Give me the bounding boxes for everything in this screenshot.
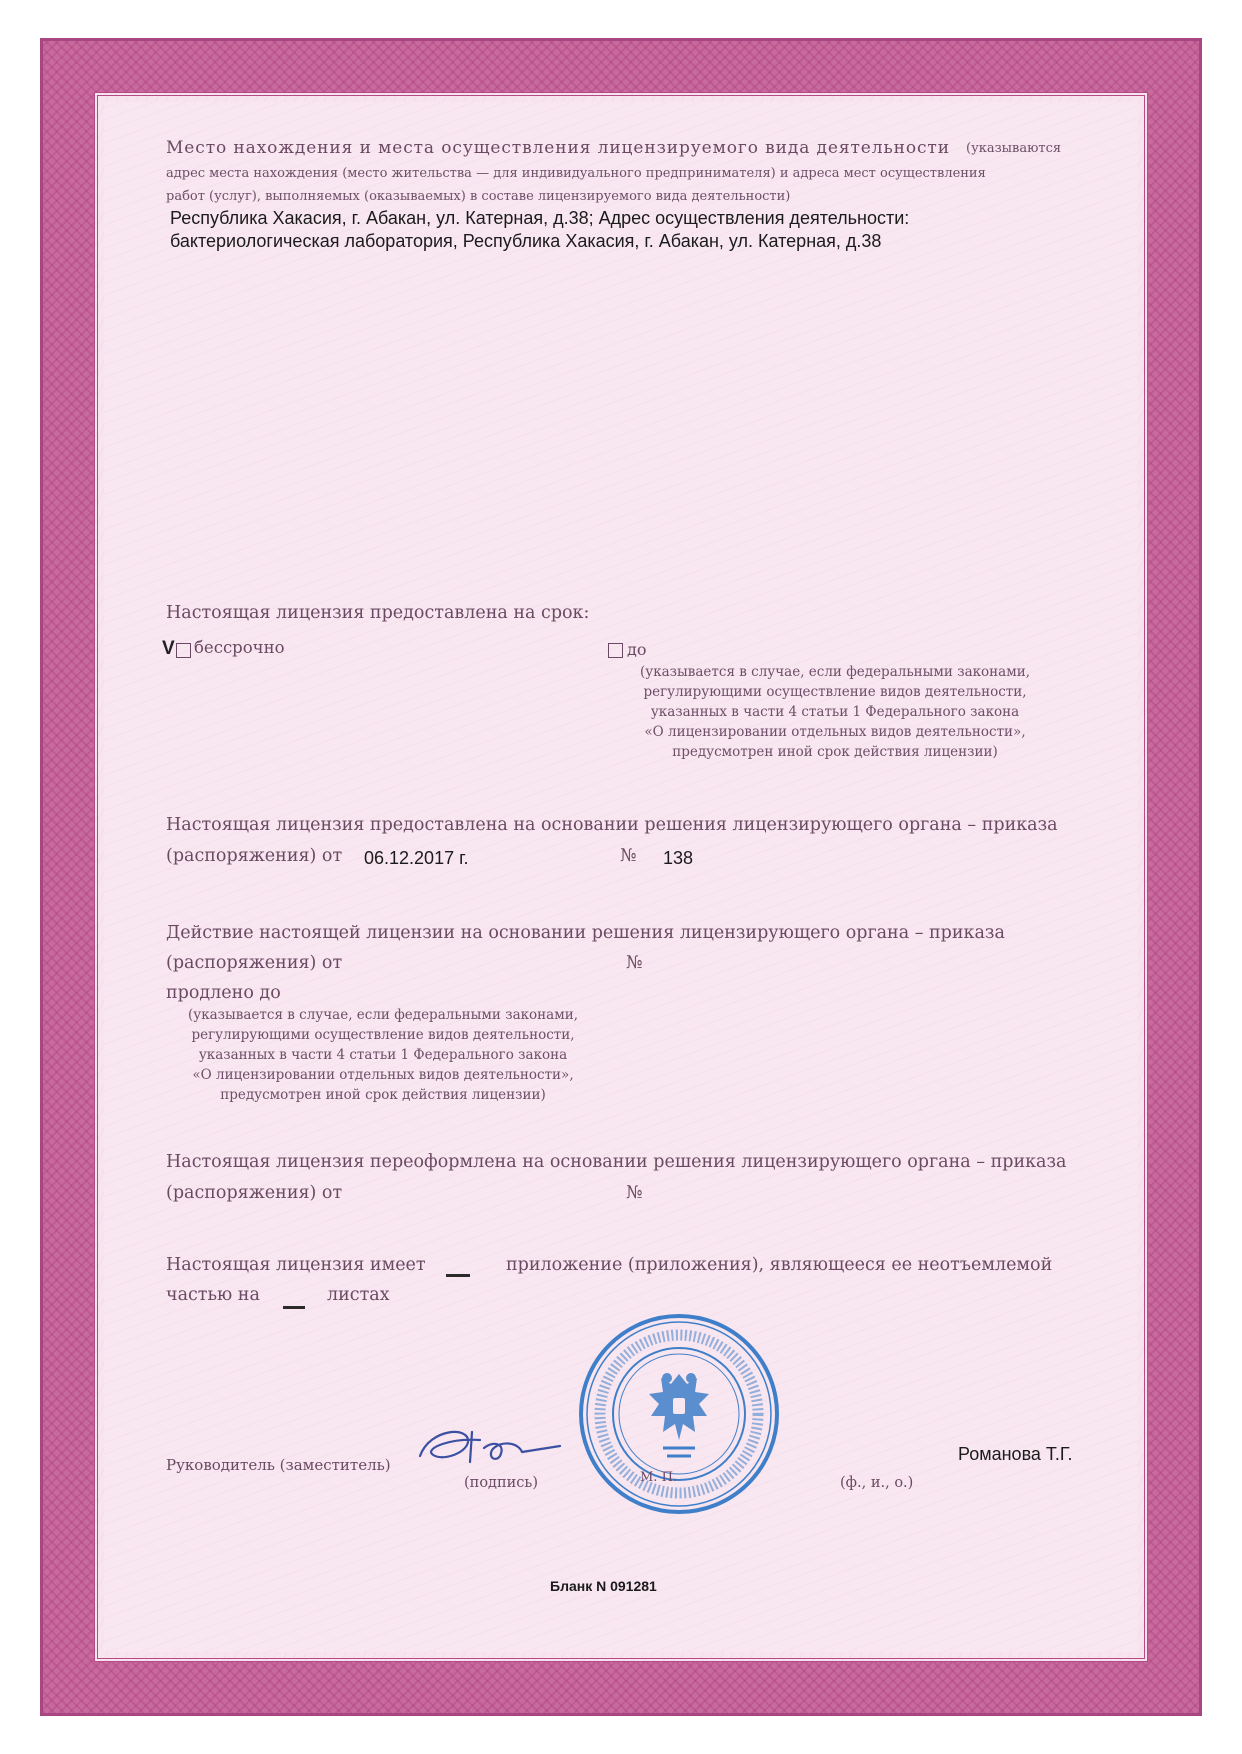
official-seal [577,1312,781,1516]
term-note-line: «О лицензировании отдельных видов деятельности», [644,724,1026,740]
basis-line-2-prefix: (распоряжения) от [166,846,343,866]
appendix-line-2a: частью на [166,1285,260,1305]
term-note-line: регулирующими осуществление видов деятельности, [643,684,1027,700]
term-note-line: (указывается в случае, если федеральными законами, [639,664,1031,680]
term-note-line: указанных в части 4 статьи 1 Федерального закона [650,704,1020,720]
address-line-1: Республика Хакасия, г. Абакан, ул. Катерная, д.38; Адрес осуществления деятельности: [170,208,910,228]
basis-date: 06.12.2017 г. [364,848,469,868]
until-label: до [627,640,647,659]
term-note [610,662,1060,762]
basis-number-sign: № [620,846,637,866]
extended-until-label: продлено до [166,983,281,1003]
signatory-name: Романова Т.Г. [958,1444,1073,1464]
extension-note-line: предусмотрен иной срок действия лицензии) [220,1087,546,1103]
reissue-line-1: Настоящая лицензия переоформлена на основании решения лицензирующего органа – приказа [166,1152,1067,1172]
appendix-line-2b: листах [327,1285,390,1305]
until-checkbox [608,643,623,658]
basis-line-1: Настоящая лицензия предоставлена на основании решения лицензирующего органа – приказа [166,815,1058,835]
position-label: Руководитель (заместитель) [166,1456,391,1474]
appendix-line-1a: Настоящая лицензия имеет [166,1255,426,1275]
extension-line-1: Действие настоящей лицензии на основании решения лицензирующего органа – приказа [166,923,1005,943]
reissue-line-2-prefix: (распоряжения) от [166,1183,343,1203]
location-heading-note-3: работ (услуг), выполняемых (оказываемых) в составе лицензируемого вида деятельности) [166,189,791,204]
address-line-2: бактериологическая лаборатория, Республика Хакасия, г. Абакан, ул. Катерная, д.38 [170,231,882,251]
location-heading-note-2: адрес места нахождения (место жительства — для индивидуального предпринимателя) и адреса мест осуществления [166,166,986,181]
extension-note-line: регулирующими осуществление видов деятельности, [191,1027,575,1043]
term-note-line: предусмотрен иной срок действия лицензии) [672,744,998,760]
extension-note-line: указанных в части 4 статьи 1 Федерального закона [198,1047,568,1063]
extension-number-sign: № [626,953,643,973]
reissue-number-sign: № [626,1183,643,1203]
basis-number: 138 [663,848,694,868]
sheets-count-dash [283,1306,305,1309]
appendix-line-1b: приложение (приложения), являющееся ее неотъемлемой [506,1255,1053,1275]
appendix-count-dash [446,1274,470,1277]
unlimited-check-mark: V [162,638,175,659]
term-heading: Настоящая лицензия предоставлена на срок: [166,603,590,623]
name-caption: (ф., и., о.) [840,1475,914,1491]
location-heading: Место нахождения и места осуществления лицензируемого вида деятельности [166,138,950,158]
signature-caption: (подпись) [464,1475,538,1491]
extension-note-line: «О лицензировании отдельных видов деятельности», [192,1067,574,1083]
blank-number: Бланк N 091281 [550,1578,657,1594]
extension-note-line: (указывается в случае, если федеральными законами, [187,1007,579,1023]
extension-line-2-prefix: (распоряжения) от [166,953,343,973]
unlimited-checkbox [176,643,191,658]
stamp-caption: М. П. [640,1470,678,1485]
location-heading-note: (указываются [966,141,1062,156]
unlimited-label: бессрочно [194,638,285,657]
extension-note [163,1005,603,1105]
handwritten-signature [410,1418,570,1478]
